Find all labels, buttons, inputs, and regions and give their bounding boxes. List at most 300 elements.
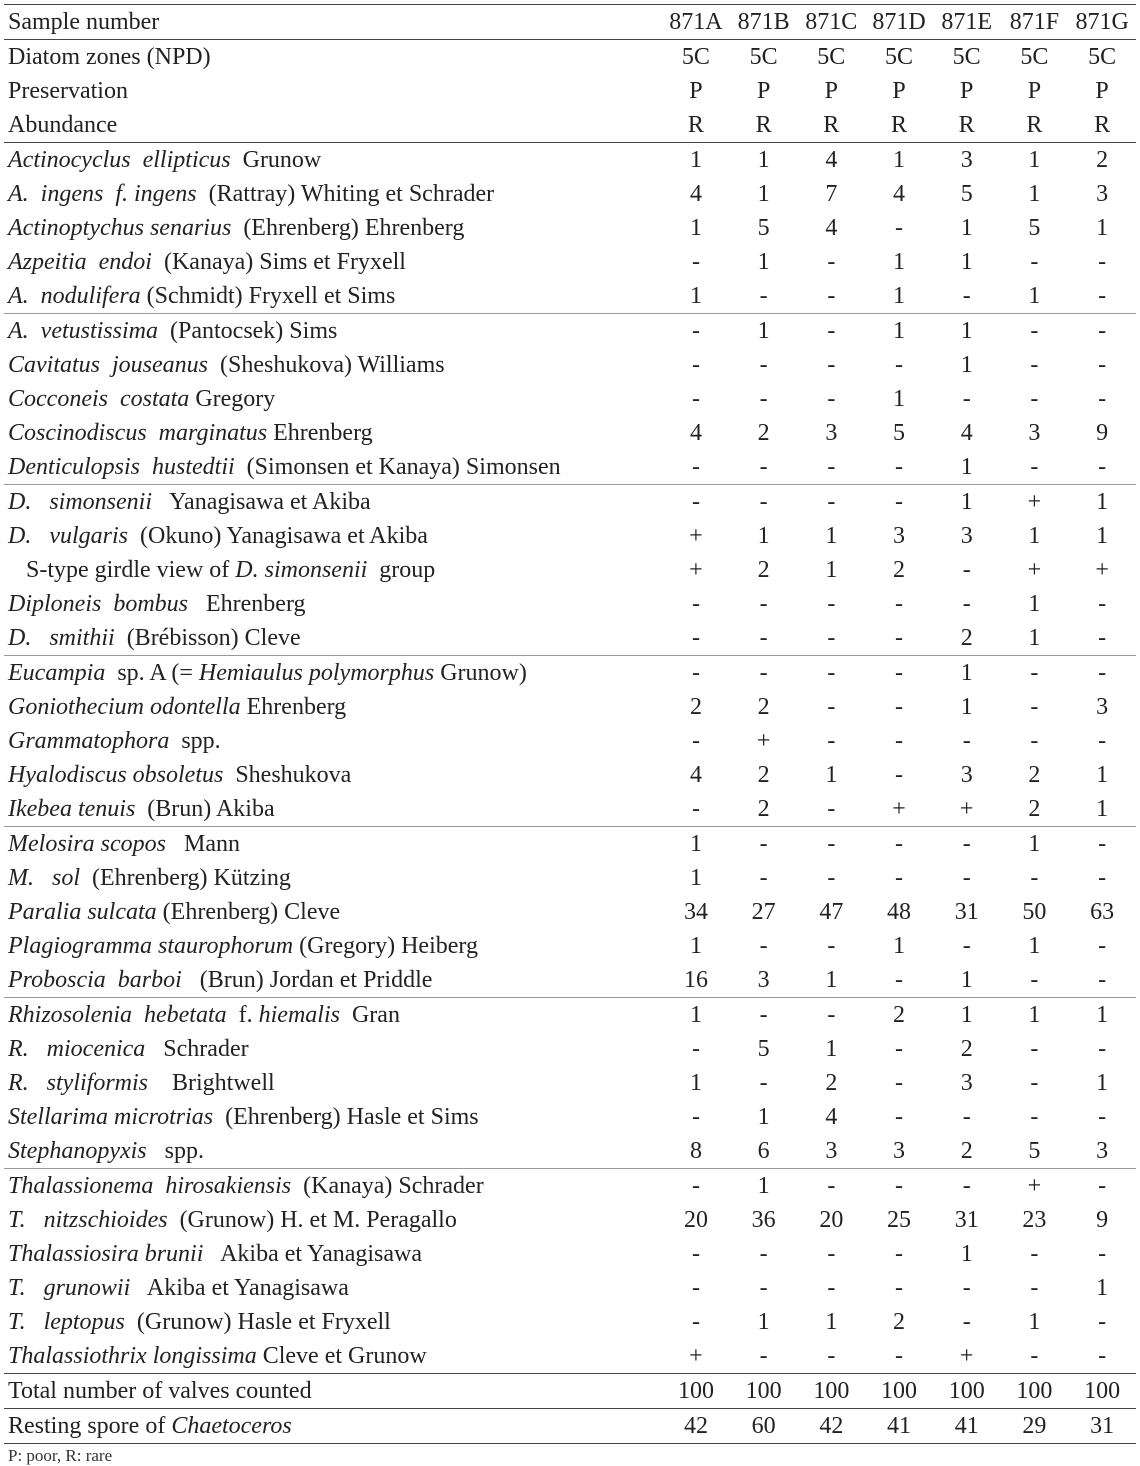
taxon-row [4,1100,1136,1134]
row-label [4,758,662,792]
taxon-name-italic: Cocconeis costata [8,386,190,412]
taxon-row [4,792,1136,827]
count-cell: 1 [662,827,730,862]
taxon-author: (Brun) Akiba [135,796,275,822]
count-cell: 1 [662,143,730,178]
count-cell: - [730,998,798,1033]
taxon-name-italic: hiemalis [258,1002,340,1028]
taxon-name-italic: Actinoptychus senarius [8,215,232,241]
count-cell: 3 [825,1138,838,1164]
count-cell: - [895,215,903,241]
count-cell: - [1030,1343,1039,1369]
taxon-name-italic: T. nitzschioides [8,1207,168,1233]
taxon-name-italic: Thalassionema hirosakiensis [8,1173,292,1199]
count-cell: 31 [954,1207,979,1233]
count-cell: 1 [825,1309,838,1335]
count-cell: 34 [683,899,708,925]
count-cell: 1 [1096,762,1109,788]
taxon-row [4,1032,1136,1066]
count-cell: - [1030,694,1039,720]
taxon-author: Akiba et Yanagisawa [203,1241,423,1267]
count-cell: - [797,485,865,520]
count-cell: R [755,112,772,138]
count-cell: P [960,78,974,104]
count-cell: 2 [825,1070,838,1096]
count-cell: 50 [1022,899,1047,925]
count-cell: 1 [1096,1275,1109,1301]
count-cell: 1 [1096,523,1109,549]
count-cell: - [797,1169,865,1204]
count-cell: 1 [960,249,973,275]
count-cell: P [824,78,838,104]
count-cell: 1 [689,283,702,309]
count-cell: + [689,523,703,549]
count-cell: + [959,1343,974,1369]
taxon-row [4,279,1136,314]
count-cell: - [962,386,971,412]
count-cell: - [933,1169,1001,1204]
taxon-row [4,1203,1136,1237]
count-cell: 1 [1028,181,1041,207]
count-cell: 5C [865,40,933,75]
count-cell: 2 [1068,143,1136,178]
taxon-author: Mann [166,831,240,857]
count-cell: 5C [662,40,730,75]
row-label [4,1066,662,1100]
count-cell: - [1098,283,1107,309]
count-cell: 100 [933,1374,1001,1409]
count-cell: - [759,352,768,378]
count-cell: 5C [1001,40,1069,75]
taxon-row [4,998,1136,1033]
row-label [4,1339,662,1374]
count-cell: 6 [757,1138,770,1164]
count-cell: + [1027,557,1042,583]
count-cell: 100 [1068,1374,1136,1409]
count-cell: 1 [893,283,905,309]
taxon-row [4,245,1136,279]
taxon-name-italic: Actinocyclus ellipticus [8,147,231,173]
count-cell: - [962,283,971,309]
count-cell: 2 [757,557,770,583]
count-cell: 1 [893,933,905,959]
count-cell: 100 [865,1374,933,1409]
count-cell: 3 [825,420,838,446]
taxon-name-italic: Cavitatus jouseanus [8,352,209,378]
count-cell: 3 [1028,420,1041,446]
count-cell: - [962,591,971,617]
taxon-author: (Brébisson) Cleve [114,625,301,651]
count-cell: 4 [960,420,973,446]
count-cell: - [1098,1104,1107,1130]
taxon-author: Ehrenberg [188,591,306,617]
count-cell: 1 [893,386,905,412]
count-cell: - [691,1309,700,1335]
count-cell: 2 [960,625,973,651]
count-cell: - [1098,865,1107,891]
row-label [4,1032,662,1066]
sample-header: 871C [797,5,865,40]
taxon-author: f. [226,1002,259,1028]
row-label [4,1237,662,1271]
count-cell: 100 [1001,1374,1069,1409]
taxon-author: (Pantocsek) Sims [158,318,338,344]
count-cell: - [827,386,836,412]
count-cell: - [895,1070,903,1096]
count-cell: - [759,933,768,959]
taxon-author: (Gregory) Heiberg [293,933,478,959]
taxon-row [4,895,1136,929]
taxon-row [4,621,1136,656]
taxon-row [4,1237,1136,1271]
sample-header: 871F [1001,5,1069,40]
count-cell: R [958,112,975,138]
taxon-author: Sheshukova [223,762,352,788]
count-cell: - [1068,656,1136,691]
taxon-row [4,1066,1136,1100]
count-cell: - [1098,591,1107,617]
count-cell: - [1098,249,1107,275]
count-cell: - [662,314,730,349]
count-cell: + [959,796,974,822]
count-cell: - [962,728,971,754]
count-cell: 1 [865,143,933,178]
count-cell: 1 [825,967,838,993]
row-label [4,792,662,827]
count-cell: - [895,625,903,651]
count-cell: - [691,1241,700,1267]
count-cell: - [662,485,730,520]
count-cell: 5 [1028,1138,1041,1164]
count-cell: R [1094,112,1111,138]
count-cell: 41 [865,1409,933,1444]
count-cell: 5 [960,181,973,207]
count-cell: 1 [757,181,770,207]
count-cell: 2 [960,1138,973,1164]
count-cell: + [689,557,703,583]
taxon-row [4,690,1136,724]
row-label [4,1271,662,1305]
count-cell: 1 [960,967,973,993]
count-cell: 20 [683,1207,708,1233]
header-row [4,74,1136,108]
taxon-author: (Ehrenberg) Kützing [80,865,291,891]
count-cell: 1 [1001,827,1069,862]
taxon-name-italic: Hyalodiscus obsoletus [8,762,224,788]
count-cell: - [962,933,971,959]
count-cell: P [689,78,703,104]
count-cell: - [827,694,836,720]
taxon-row [4,758,1136,792]
count-cell: 60 [730,1409,798,1444]
taxon-author: Akiba et Yanagisawa [130,1275,349,1301]
taxon-name-italic: Hemiaulus polymorphus [198,660,435,686]
row-label [4,177,662,211]
diatom-occurrence-table [4,4,1136,1444]
count-cell: 42 [797,1409,865,1444]
taxon-row [4,485,1136,520]
taxon-author: (Simonsen et Kanaya) Simonsen [234,454,561,480]
row-label [4,998,662,1033]
count-cell: - [797,998,865,1033]
row-label [4,348,662,382]
taxon-name-italic: Ikebea tenuis [8,796,136,822]
count-cell: - [827,625,836,651]
count-cell: - [1030,352,1039,378]
taxon-author: Grunow) [434,660,527,686]
row-label [4,1203,662,1237]
total-row [4,1374,1136,1409]
count-cell: - [1098,625,1107,651]
count-cell: 3 [960,523,973,549]
count-cell: 1 [865,314,933,349]
count-cell: 2 [1028,762,1041,788]
taxon-row [4,1271,1136,1305]
count-cell: - [895,352,903,378]
count-cell: - [895,967,903,993]
count-cell: 1 [960,352,973,378]
count-cell: 1 [1028,933,1041,959]
count-cell: 48 [887,899,911,925]
count-cell: - [1098,454,1107,480]
count-cell: - [827,933,836,959]
count-cell: 4 [797,143,865,178]
count-cell: 2 [893,557,905,583]
count-cell: - [759,1070,768,1096]
taxon-author: (Ehrenberg) Ehrenberg [231,215,465,241]
row-label [4,929,662,963]
taxon-row [4,450,1136,485]
count-cell: - [691,625,700,651]
count-cell: - [962,865,971,891]
count-cell: 1 [960,215,973,241]
sample-header: 871B [730,5,798,40]
row-label [4,382,662,416]
taxon-row [4,963,1136,998]
count-cell: - [1030,728,1039,754]
count-cell: 27 [751,899,776,925]
count-cell: 1 [933,998,1001,1033]
count-cell: - [865,485,933,520]
count-cell: 1 [1028,591,1041,617]
taxon-name-italic: Melosira scopos [8,831,166,857]
count-cell: - [895,1343,903,1369]
taxon-author: spp. [169,728,221,754]
taxon-author: S-type girdle view of [8,557,236,583]
count-cell: P [892,78,906,104]
count-cell: + [1001,485,1069,520]
taxon-row [4,1305,1136,1339]
count-cell: - [827,1343,836,1369]
row-label [4,519,662,553]
count-cell: - [962,1104,971,1130]
count-cell: - [662,656,730,691]
taxon-row [4,314,1136,349]
count-cell: 1 [893,249,905,275]
count-cell: - [797,827,865,862]
count-cell: 5 [757,1036,770,1062]
count-cell: R [890,112,907,138]
taxon-name-italic: A. nodulifera [8,283,141,309]
taxon-name-italic: Denticulopsis hustedtii [8,454,235,480]
header-row [4,40,1136,75]
count-cell: 1 [960,1241,973,1267]
count-cell: R [687,112,704,138]
taxon-author: (Kanaya) Schrader [291,1173,484,1199]
taxon-name-italic: R. styliformis [8,1070,149,1096]
count-cell: 1 [933,314,1001,349]
count-cell: - [1030,967,1039,993]
count-cell: - [895,762,903,788]
count-cell: 1 [730,143,798,178]
count-cell: 7 [825,181,838,207]
header-label: Sample number [4,5,662,40]
count-cell: - [759,386,768,412]
count-cell: - [691,352,700,378]
count-cell: - [962,557,971,583]
taxon-name-italic: T. leptopus [8,1309,125,1335]
count-cell: 1 [960,694,973,720]
count-cell: 1 [1028,283,1041,309]
count-cell: - [730,485,798,520]
count-cell: - [1001,314,1069,349]
count-cell: 1 [1096,215,1109,241]
count-cell: - [797,656,865,691]
count-cell: - [691,1036,700,1062]
count-cell: - [1068,314,1136,349]
count-cell: - [827,1241,836,1267]
taxon-author: Resting spore of [8,1413,172,1439]
row-label [4,1134,662,1169]
taxon-author: (Sheshukova) Williams [208,352,445,378]
count-cell: - [1098,967,1107,993]
taxon-author: (Rattray) Whiting et Schrader [196,181,495,207]
taxon-author: Cleve et Grunow [256,1343,427,1369]
count-cell: - [691,728,700,754]
count-cell: 1 [825,1036,838,1062]
row-label [4,1169,662,1204]
count-cell: - [827,454,836,480]
taxon-name-italic: T. grunowii [8,1275,131,1301]
taxon-author: (Ehrenberg) Cleve [156,899,341,925]
count-cell: - [895,591,903,617]
taxon-row [4,143,1136,178]
taxon-row [4,1169,1136,1204]
count-cell: 100 [797,1374,865,1409]
taxon-name-italic: Chaetoceros [171,1413,292,1439]
taxon-row [4,519,1136,553]
row-label [4,861,662,895]
count-cell: 31 [954,899,979,925]
count-cell: 3 [1096,1138,1109,1164]
count-cell: 1 [730,314,798,349]
taxon-row [4,416,1136,450]
taxon-name-italic: Grammatophora [8,728,170,754]
sample-header: 871D [865,5,933,40]
count-cell: 4 [893,181,905,207]
count-cell: 8 [689,1138,702,1164]
sample-number-row [4,5,1136,40]
taxon-name-italic: Azpeitia endoi [8,249,152,275]
count-cell: - [730,656,798,691]
count-cell: 4 [825,1104,838,1130]
count-cell: - [1030,386,1039,412]
count-cell: 100 [730,1374,798,1409]
count-cell: 4 [689,420,702,446]
count-cell: 1 [1028,625,1041,651]
count-cell: 1 [960,454,973,480]
row-label [4,827,662,862]
taxon-row [4,724,1136,758]
taxon-author: (Okuno) Yanagisawa et Akiba [128,523,428,549]
taxon-row [4,827,1136,862]
taxon-name-italic: Plagiogramma staurophorum [8,933,294,959]
count-cell: - [865,1169,933,1204]
count-cell: 1 [1068,998,1136,1033]
count-cell: 1 [825,762,838,788]
taxon-author: (Ehrenberg) Hasle et Sims [213,1104,479,1130]
table-footnote: P: poor, R: rare [8,1446,113,1465]
count-cell: - [1098,1241,1107,1267]
count-cell: - [1098,1343,1107,1369]
taxon-name-italic: Paralia sulcata [8,899,157,925]
count-cell: - [1030,865,1039,891]
count-cell: - [759,1275,768,1301]
taxon-name-italic: Thalassiothrix longissima [8,1343,257,1369]
count-cell: 42 [662,1409,730,1444]
count-cell: 2 [1028,796,1041,822]
count-cell: - [1030,1070,1039,1096]
count-cell: 2 [865,998,933,1033]
count-cell: 1 [689,1070,702,1096]
count-cell: P [1095,78,1109,104]
taxon-author: (Schmidt) Fryxell et Sims [140,283,396,309]
count-cell: - [895,1036,903,1062]
count-cell: - [827,249,836,275]
taxon-name-italic: D. simonsenii [235,557,368,583]
count-cell: - [759,865,768,891]
count-cell: - [1098,1309,1107,1335]
taxon-author: Schrader [145,1036,249,1062]
count-cell: - [797,314,865,349]
count-cell: 1 [730,1169,798,1204]
row-label [4,895,662,929]
count-cell: 1 [1096,1070,1109,1096]
taxon-name-italic: Eucampia [8,660,106,686]
count-cell: 4 [689,762,702,788]
taxon-row [4,553,1136,587]
taxon-row [4,929,1136,963]
row-label [4,587,662,621]
sample-header: 871E [933,5,1001,40]
count-cell: 1 [1028,523,1041,549]
taxon-name-italic: A. vetustissima [8,318,158,344]
taxon-author: (Grunow) H. et M. Peragallo [167,1207,457,1233]
row-label [4,245,662,279]
taxon-author: group [367,557,436,583]
count-cell: 9 [1096,420,1109,446]
row-label [4,450,662,485]
count-cell: 2 [757,420,770,446]
count-cell: - [1068,1169,1136,1204]
taxon-name-italic: R. miocenica [8,1036,146,1062]
taxon-name-italic: Stellarima microtrias [8,1104,214,1130]
count-cell: 29 [1001,1409,1069,1444]
taxon-author: (Grunow) Hasle et Fryxell [124,1309,391,1335]
count-cell: 5C [1068,40,1136,75]
count-cell: 4 [825,215,838,241]
count-cell: 41 [933,1409,1001,1444]
